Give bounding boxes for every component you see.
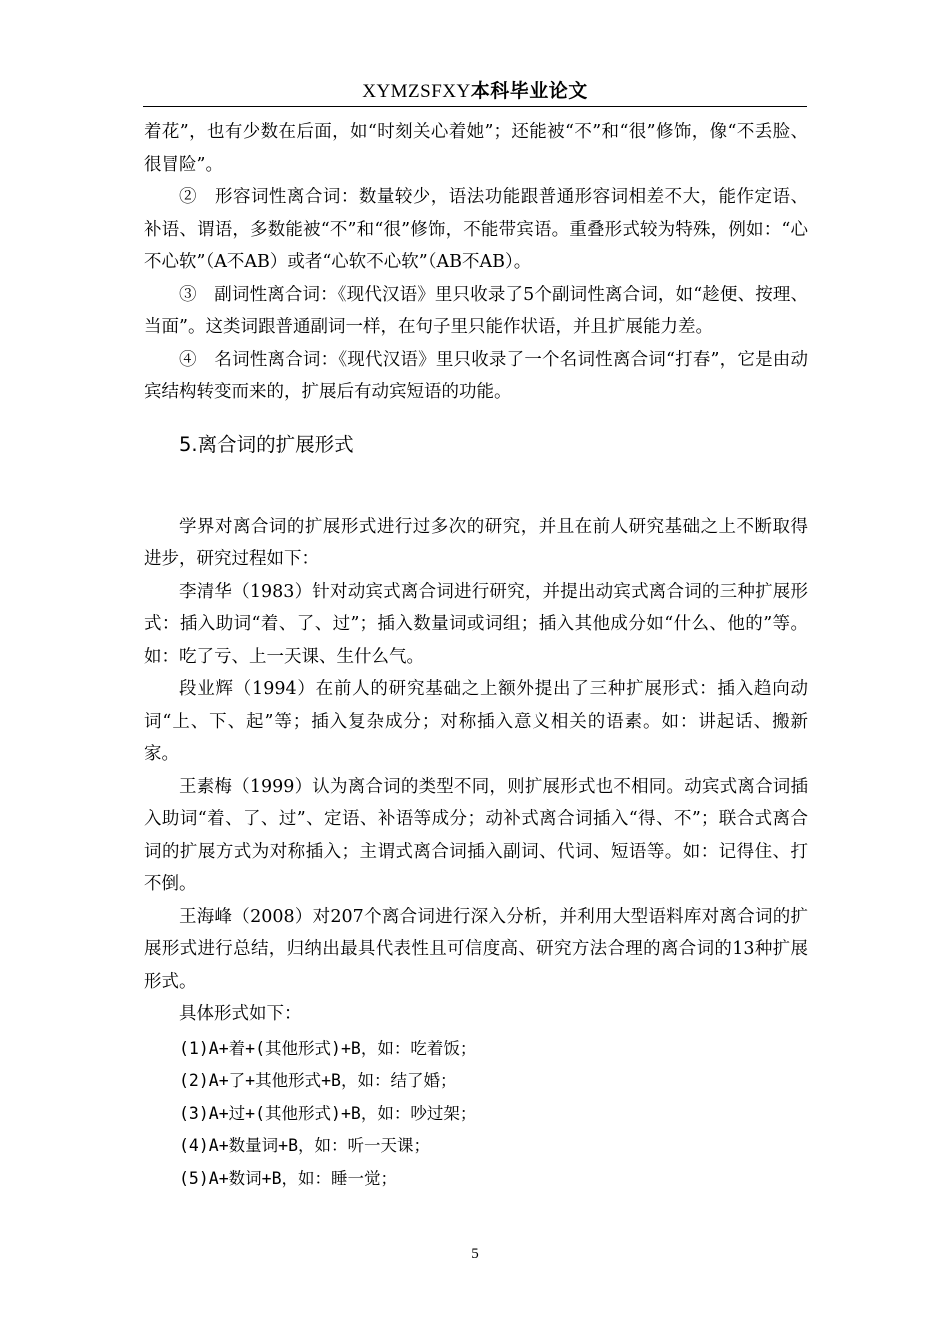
running-header [0,76,950,103]
form-item: (4)A+数量词+B，如：听一天课； [179,1136,431,1155]
paragraph-forms-intro: 具体形式如下： [179,1004,302,1024]
header-code: XYMZSFXY [362,81,471,102]
page-number: 5 [471,1246,479,1262]
body-text [144,116,808,1195]
header-rule [143,106,807,107]
paragraph-adverb-type: ③ 副词性离合词：《现代汉语》里只收录了5个副词性离合词，如“趁便、按理、当面”。这类词跟普通副词一样，在句子里只能作状语，并且扩展能力差。 [144,284,808,337]
paragraph-noun-type: ④ 名词性离合词：《现代汉语》里只收录了一个名词性离合词“打春”，它是由动宾结构转变而来的，扩展后有动宾短语的功能。 [144,349,808,402]
form-item: (1)A+着+(其他形式)+B，如：吃着饭； [179,1038,477,1058]
paragraph-intro: 学界对离合词的扩展形式进行过多次的研究，并且在前人研究基础之上不断取得进步，研究过程如下： [144,516,808,569]
paragraph-continuation: 着花”，也有少数在后面，如“时刻关心着她”；还能被“不”和“很”修饰，像“不丢脸、很冒险”。 [144,122,808,175]
form-item: (5)A+数词+B，如：睡一觉； [179,1168,398,1188]
header-title: 本科毕业论文 [470,80,588,102]
paragraph-wang-haifeng: 王海峰（2008）对207个离合词进行深入分析，并利用大型语料库对离合词的扩展形式进行总结，归纳出最具代表性且可信度高、研究方法合理的离合词的13种扩展形式。 [144,906,808,992]
paragraph-li-qinghua: 李清华（1983）针对动宾式离合词进行研究，并提出动宾式离合词的三种扩展形式：插入助词“着、了、过”；插入数量词或词组；插入其他成分如“什么、他的”等。如：吃了亏、上一天课、生什么气。 [144,581,808,667]
paragraph-adjective-type: ② 形容词性离合词：数量较少，语法功能跟普通形容词相差不大，能作定语、补语、谓语，多数能被“不”和“很”修饰，不能带宾语。重叠形式较为特殊，例如：“心不心软”（A不AB）或者“心软不心软”（AB不AB）。 [144,187,808,272]
paragraph-duan-yehui: 段业辉（1994）在前人的研究基础之上额外提出了三种扩展形式：插入趋向动词“上、下、起”等；插入复杂成分；对称插入意义相关的语素。如：讲起话、搬新家。 [144,679,808,764]
section-heading: 5.离合词的扩展形式 [179,432,354,456]
form-item: (2)A+了+其他形式+B，如：结了婚； [179,1071,457,1090]
form-item: (3)A+过+(其他形式)+B，如：吵过架； [179,1103,477,1123]
paragraph-wang-sumei: 王素梅（1999）认为离合词的类型不同，则扩展形式也不相同。动宾式离合词插入助词“着、了、过”、定语、补语等成分；动补式离合词插入“得、不”；联合式离合词的扩展方式为对称插入；主谓式离合词插入副词、代词、短语等。如：记得住、打不倒。 [144,776,808,894]
